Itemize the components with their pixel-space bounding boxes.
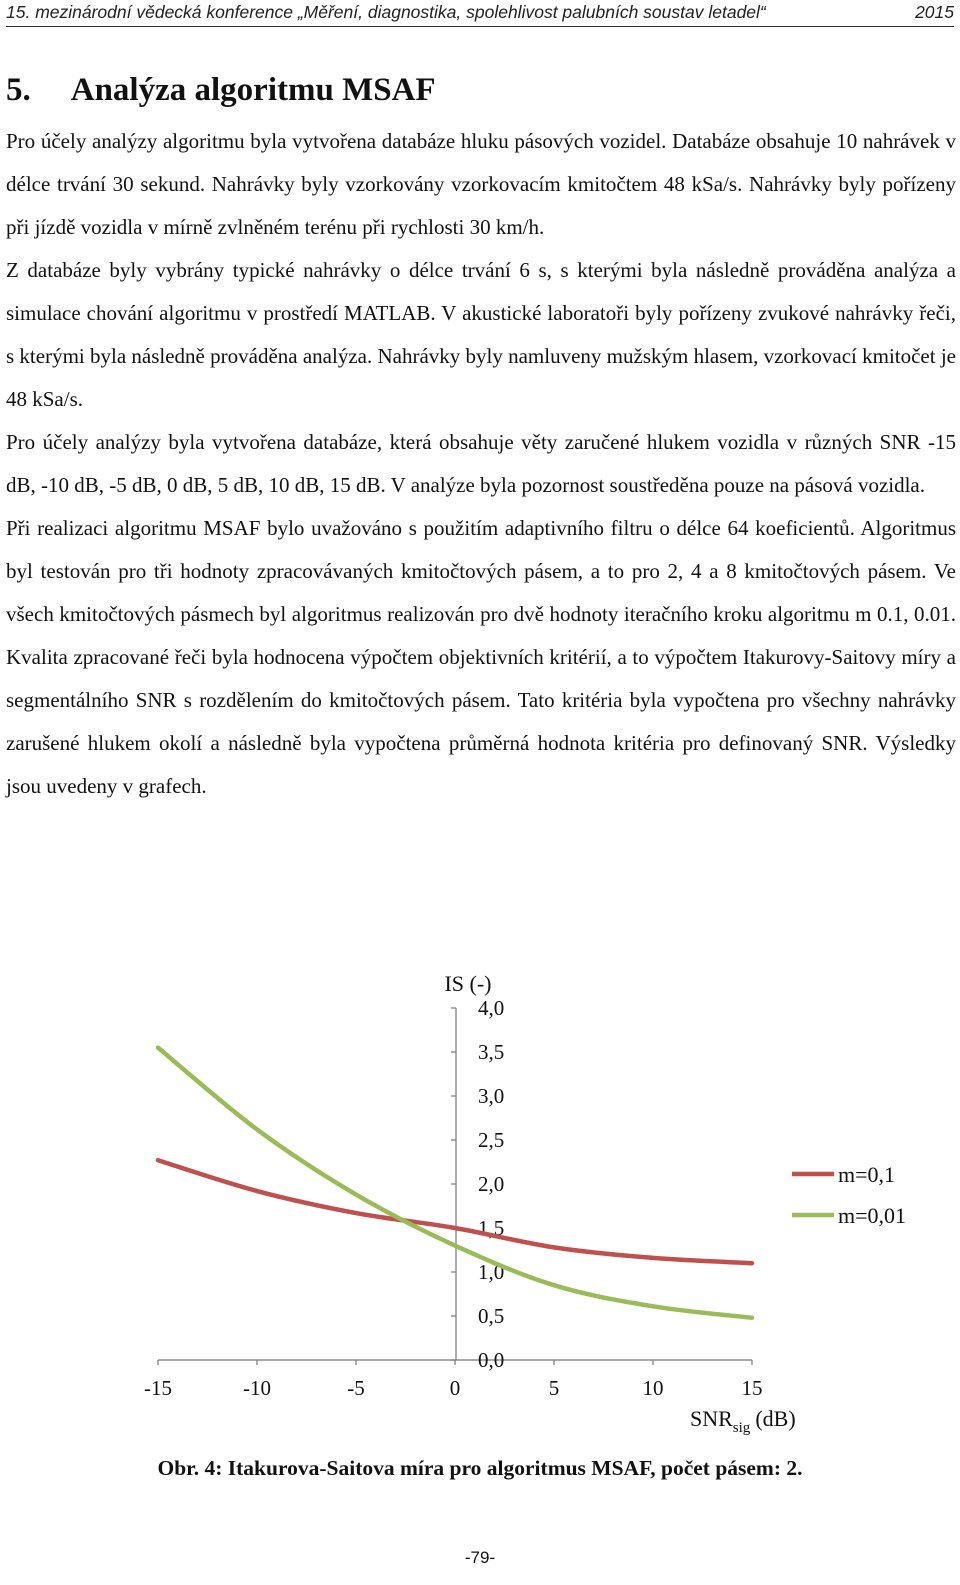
running-header — [6, 0, 954, 27]
x-tick-label: 5 — [548, 1376, 560, 1400]
legend-label: m=0,1 — [838, 1162, 896, 1187]
body-text — [6, 120, 956, 808]
page-number: -79- — [464, 1548, 496, 1567]
y-tick-label: 3,0 — [478, 1084, 505, 1108]
x-tick-label: 0 — [449, 1376, 461, 1400]
chart-svg — [0, 955, 960, 1455]
x-tick-label: 10 — [642, 1376, 664, 1400]
x-tick-label: -10 — [243, 1376, 271, 1400]
x-tick-label: 15 — [741, 1376, 763, 1400]
y-tick-label: 4,0 — [478, 996, 505, 1020]
paragraph: Pro účely analýzy algoritmu byla vytvořena databáze hluku pásových vozidel. Databáze obsahuje 10 nahrávek v délce trvání 30 sekund. Nahrávky byly vzorkovány vzorkovacím kmitočtem 48 kSa/s. Nahrávky byly pořízeny při jízdě vozidla v mírně zvlněném terénu při rychlosti 30 km/h. — [6, 129, 956, 239]
paragraph: Pro účely analýzy byla vytvořena databáze, která obsahuje věty zaručené hlukem vozidla v různých SNR -15 dB, -10 dB, -5 dB, 0 dB, 5 dB, 10 dB, 15 dB. V analýze byla pozornost soustředěna pouze na pásová vozidla. — [6, 430, 956, 497]
figure-caption: Obr. 4: Itakurova-Saitova míra pro algoritmus MSAF, počet pásem: 2. — [157, 1456, 803, 1480]
series-line — [158, 1048, 752, 1318]
y-tick-label: 3,5 — [478, 1040, 505, 1064]
y-axis-label: IS (-) — [444, 971, 492, 996]
section-heading — [6, 72, 436, 109]
paragraph: Při realizaci algoritmu MSAF bylo uvažováno s použitím adaptivního filtru o délce 64 koeficientů. Algoritmus byl testován pro tři hodnoty zpracovávaných kmitočtových pásem, a to pro 2, 4 a 8 kmitočtových pásem. Ve všech kmitočtových pásmech byl algoritmus realizován pro dvě hodnoty iteračního kroku algoritmu m 0.1, 0.01. Kvalita zpracované řeči byla hodnocena výpočtem objektivních kritérií, a to výpočtem Itakurovy-Saitovy míry a segmentálního SNR s rozdělením do kmitočtových pásem. Tato kritéria byla vypočtena pro všechny nahrávky zarušené hlukem okolí a následně byla vypočtena průměrná hodnota kritéria pro definovaný SNR. Výsledky jsou uvedeny v grafech. — [6, 516, 956, 798]
paragraph: Z databáze byly vybrány typické nahrávky o délce trvání 6 s, s kterými byla následně prováděna analýza a simulace chování algoritmu v prostředí MATLAB. V akustické laboratoři byly pořízeny zvukové nahrávky řeči, s kterými byla následně prováděna analýza. Nahrávky byly namluveny mužským hlasem, vzorkovací kmitočet je 48 kSa/s. — [6, 258, 956, 411]
legend-label: m=0,01 — [838, 1203, 907, 1228]
y-tick-label: 1,0 — [478, 1260, 505, 1284]
y-tick-label: 2,5 — [478, 1128, 505, 1152]
is-chart — [0, 955, 960, 1455]
x-tick-label: -15 — [144, 1376, 172, 1400]
x-tick-label: -5 — [347, 1376, 365, 1400]
header-year: 2015 — [915, 2, 954, 22]
y-tick-label: 0,5 — [478, 1304, 505, 1328]
x-axis-label: $SNR_{sig}$ (dB) — [690, 1406, 796, 1436]
y-tick-label: 0,0 — [478, 1348, 505, 1372]
section-number: 5. — [6, 72, 31, 108]
section-title: Analýza algoritmu MSAF — [70, 72, 436, 108]
y-tick-label: 2,0 — [478, 1172, 505, 1196]
y-tick-label: 1,5 — [478, 1216, 505, 1240]
conference-title: 15. mezinárodní vědecká konference „Měření, diagnostika, spolehlivost palubních soustav letadel“ — [6, 2, 766, 22]
